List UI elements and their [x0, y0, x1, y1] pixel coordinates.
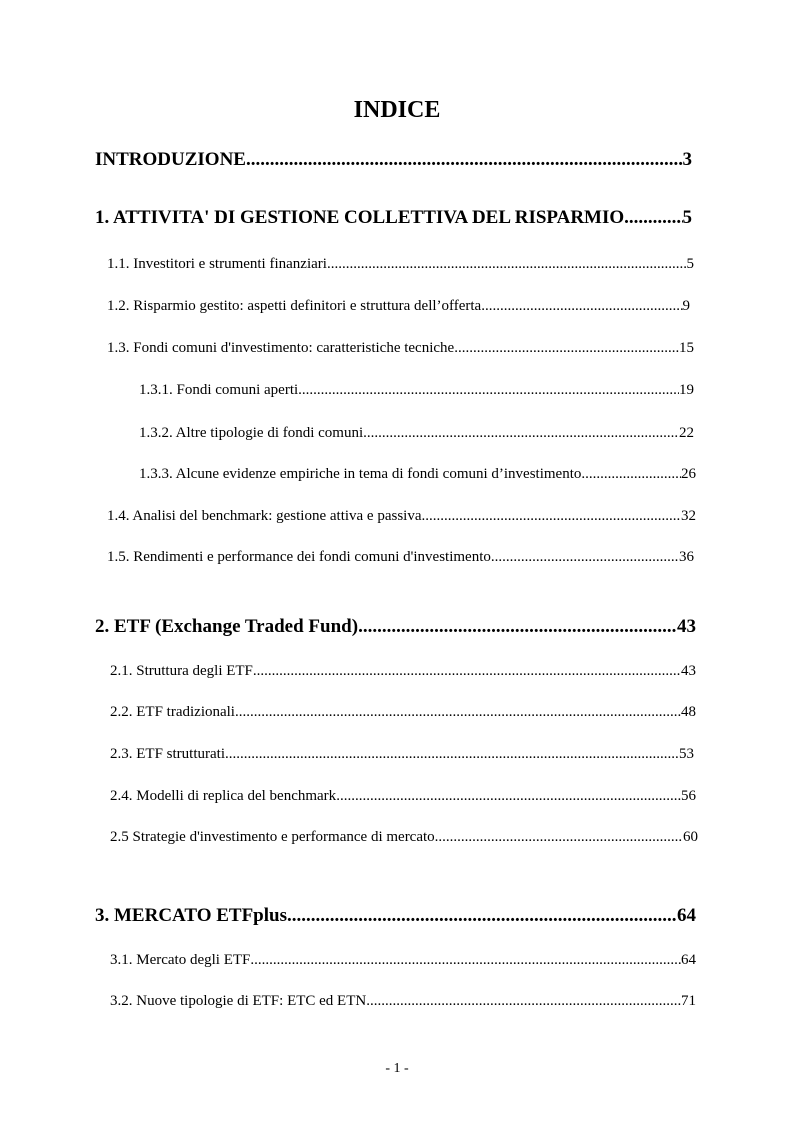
toc-entry-1-2[interactable]	[107, 296, 690, 316]
toc-entry-page: 60	[683, 829, 698, 845]
dot-leader	[336, 786, 681, 806]
dot-leader	[358, 615, 677, 639]
toc-entry-2-4[interactable]	[110, 786, 696, 806]
toc-entry-2-5[interactable]	[110, 827, 698, 847]
toc-entry-label: 3. MERCATO ETFplus	[95, 905, 287, 926]
toc-entry-page: 53	[679, 746, 694, 762]
toc-entry-label: 2.4. Modelli di replica del benchmark	[110, 788, 337, 804]
toc-entry-label: 1.3.1. Fondi comuni aperti	[139, 382, 299, 398]
toc-entry-1-3[interactable]	[107, 338, 694, 358]
toc-entry-page: 15	[679, 340, 694, 356]
dot-leader	[225, 744, 679, 764]
toc-entry-page: 5	[682, 207, 692, 228]
toc-entry-label: 3.1. Mercato degli ETF	[110, 952, 251, 968]
toc-entry-1-3-3[interactable]	[139, 464, 696, 484]
toc-entry-page: 26	[681, 466, 696, 482]
dot-leader	[246, 148, 683, 172]
dot-leader	[287, 904, 677, 928]
dot-leader	[253, 661, 681, 681]
toc-entry-chapter-2[interactable]	[95, 615, 696, 639]
dot-leader	[366, 991, 681, 1011]
dot-leader	[581, 464, 681, 484]
toc-entry-chapter-3[interactable]	[95, 904, 696, 928]
dot-leader	[250, 950, 681, 970]
toc-entry-label: 1.2. Risparmio gestito: aspetti definitori e struttura dell’offerta	[107, 298, 482, 314]
toc-entry-label: 1.3.2. Altre tipologie di fondi comuni	[139, 425, 364, 441]
toc-entry-label: 2.2. ETF tradizionali	[110, 704, 235, 720]
dot-leader	[327, 254, 687, 274]
toc-entry-label: 1.1. Investitori e strumenti finanziari	[107, 256, 327, 272]
dot-leader	[491, 547, 679, 567]
dot-leader	[481, 296, 682, 316]
toc-entry-1-3-1[interactable]	[139, 380, 694, 400]
toc-entry-1-5[interactable]	[107, 547, 694, 567]
dot-leader	[298, 380, 679, 400]
toc-entry-label: 1.3.3. Alcune evidenze empiriche in tema di fondi comuni d’investimento	[139, 466, 582, 482]
toc-entry-page: 56	[681, 788, 696, 804]
toc-entry-label: 2.3. ETF strutturati	[110, 746, 225, 762]
toc-entry-page: 19	[679, 382, 694, 398]
toc-entry-label: 1.4. Analisi del benchmark: gestione attiva e passiva	[107, 508, 422, 524]
toc-entry-1-1[interactable]	[107, 254, 694, 274]
toc-entry-1-3-2[interactable]	[139, 423, 694, 443]
toc-entry-page: 3	[682, 149, 692, 170]
toc-entry-chapter-1[interactable]	[95, 206, 692, 230]
toc-entry-label: INTRODUZIONE	[95, 149, 246, 170]
dot-leader	[624, 206, 682, 230]
toc-entry-page: 9	[682, 298, 690, 314]
toc-entry-1-4[interactable]	[107, 506, 696, 526]
toc-entry-label: 2. ETF (Exchange Traded Fund)	[95, 616, 359, 637]
toc-entry-label: 1.5. Rendimenti e performance dei fondi comuni d'investimento	[107, 549, 491, 565]
dot-leader	[435, 827, 683, 847]
toc-entry-3-2[interactable]	[110, 991, 696, 1011]
toc-entry-page: 71	[681, 993, 696, 1009]
toc-entry-introduzione[interactable]	[95, 148, 692, 172]
toc-entry-page: 43	[681, 663, 696, 679]
dot-leader	[235, 702, 681, 722]
toc-entry-page: 32	[681, 508, 696, 524]
dot-leader	[363, 423, 679, 443]
page-number: - 1 -	[385, 1061, 409, 1076]
toc-entry-page: 43	[677, 616, 696, 637]
toc-entry-page: 64	[681, 952, 696, 968]
toc-entry-label: 2.5 Strategie d'investimento e performance di mercato	[110, 829, 435, 845]
toc-entry-page: 36	[679, 549, 694, 565]
page-title: INDICE	[353, 97, 441, 123]
toc-entry-label: 2.1. Struttura degli ETF	[110, 663, 253, 679]
dot-leader	[454, 338, 679, 358]
toc-entry-page: 64	[677, 905, 696, 926]
toc-entry-2-2[interactable]	[110, 702, 696, 722]
toc-entry-3-1[interactable]	[110, 950, 696, 970]
toc-entry-label: 3.2. Nuove tipologie di ETF: ETC ed ETN	[110, 993, 367, 1009]
dot-leader	[422, 506, 681, 526]
toc-entry-page: 22	[679, 425, 694, 441]
toc-entry-label: 1.3. Fondi comuni d'investimento: caratteristiche tecniche	[107, 340, 455, 356]
toc-entry-2-1[interactable]	[110, 661, 696, 681]
toc-entry-page: 48	[681, 704, 696, 720]
toc-entry-label: 1. ATTIVITA' DI GESTIONE COLLETTIVA DEL RISPARMIO	[95, 207, 625, 228]
toc-entry-2-3[interactable]	[110, 744, 694, 764]
toc-entry-page: 5	[686, 256, 694, 272]
